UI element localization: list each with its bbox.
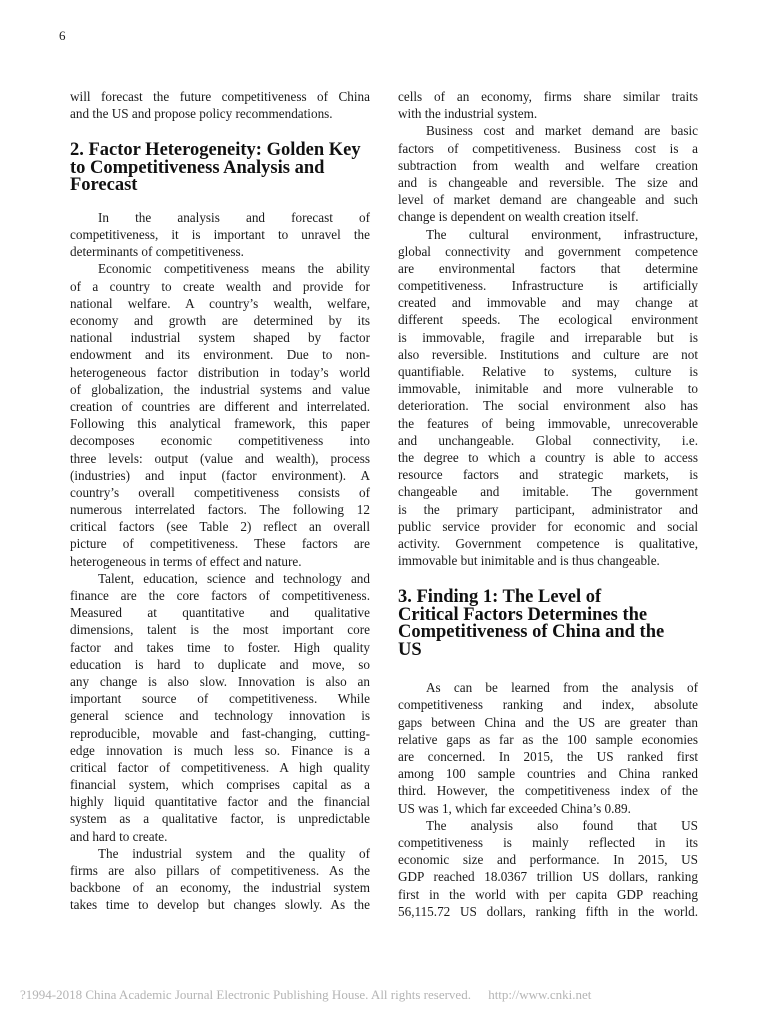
text-line: subtraction from wealth and welfare creation bbox=[398, 157, 698, 173]
text-line: determinants of competitiveness. bbox=[70, 244, 244, 260]
heading-line: 3. Finding 1: The Level of bbox=[398, 587, 602, 608]
paragraph bbox=[70, 570, 370, 845]
section-3-body bbox=[398, 679, 698, 920]
footer-link[interactable]: http://www.cnki.net bbox=[488, 987, 592, 1002]
text-line: The industrial system and the quality of bbox=[98, 845, 370, 861]
text-line: dimensions, talent is the most important core bbox=[70, 622, 370, 638]
paragraph bbox=[398, 122, 698, 225]
text-line: cells of an economy, firms share similar traits bbox=[398, 89, 698, 104]
text-line: competitiveness is mainly reflected in its bbox=[398, 834, 698, 850]
text-line: and is changeable and reversible. The size and bbox=[398, 174, 698, 190]
paragraph bbox=[70, 845, 370, 914]
text-line: heterogeneous in terms of effect and nature. bbox=[70, 553, 302, 569]
text-line: endowment and its environment. Due to non- bbox=[70, 347, 370, 363]
text-line: three levels: output (value and wealth), process bbox=[70, 450, 370, 466]
text-line: factor and takes time to foster. High quality bbox=[70, 639, 370, 655]
text-line: As can be learned from the analysis of bbox=[426, 680, 698, 696]
text-line: national industrial system shaped by factor bbox=[70, 330, 370, 346]
text-line: education is hard to duplicate and move, so bbox=[70, 656, 370, 672]
text-line: factors of competitiveness. Business cost is a bbox=[398, 140, 698, 156]
text-line: immovable but inimitable and is thus changeable. bbox=[398, 553, 660, 569]
text-line: and unchangeable. Global connectivity, i.e. bbox=[398, 432, 698, 448]
text-line: national welfare. A country’s wealth, welfare, bbox=[70, 295, 370, 311]
text-line: financial system, which comprises capital as a bbox=[70, 777, 370, 793]
text-line: change is dependent on wealth creation itself. bbox=[398, 209, 639, 225]
text-line: Economic competitiveness means the ability bbox=[98, 261, 370, 277]
text-line: The analysis also found that US bbox=[426, 817, 698, 833]
text-line: immovable, inimitable and more vulnerable to bbox=[398, 381, 698, 397]
text-line: created and immovable and may change at bbox=[398, 295, 698, 311]
text-line: finance are the core factors of competitiveness. bbox=[70, 588, 370, 603]
text-line: US was 1, which far exceeded China’s 0.89. bbox=[398, 800, 631, 816]
text-line: competitiveness. Infrastructure is artificially bbox=[398, 278, 698, 294]
right-column bbox=[398, 88, 698, 920]
text-line: quantifiable. Relative to systems, culture is bbox=[398, 364, 698, 379]
text-line: of a country to create wealth and provide for bbox=[70, 278, 370, 294]
text-line: gaps between China and the US are greater than bbox=[398, 714, 698, 730]
text-line: critical factors (see Table 2) reflect an overall bbox=[70, 519, 370, 535]
text-line: public service provider for economic and social bbox=[398, 518, 698, 534]
section-2-body-continued bbox=[398, 88, 698, 569]
heading-line: Competitiveness of China and the bbox=[398, 622, 665, 643]
text-line: important source of competitiveness. While bbox=[70, 691, 370, 707]
text-line: economic size and performance. In 2015, US bbox=[398, 852, 698, 868]
text-line: and hard to create. bbox=[70, 828, 168, 844]
text-line: the features of being immovable, unrecoverable bbox=[398, 415, 698, 431]
section-2-body bbox=[70, 209, 370, 914]
text-line: general science and technology innovation is bbox=[70, 708, 370, 724]
page-number: 6 bbox=[59, 28, 66, 43]
heading-line: Critical Factors Determines the bbox=[398, 604, 648, 625]
text-line: third. However, the competitiveness index of the bbox=[398, 783, 698, 799]
text-line: Following this analytical framework, this paper bbox=[70, 416, 370, 432]
text-line: and the US and propose policy recommendations. bbox=[70, 106, 333, 122]
text-line: In the analysis and forecast of bbox=[98, 209, 370, 225]
section-3-heading bbox=[398, 589, 698, 659]
paragraph bbox=[70, 209, 370, 261]
copyright-footer bbox=[20, 987, 591, 1003]
text-line: Measured at quantitative and qualitative bbox=[70, 605, 370, 621]
text-line: of globalization, the industrial systems and value bbox=[70, 381, 370, 397]
paragraph bbox=[398, 226, 698, 570]
text-line: GDP reached 18.0367 trillion US dollars, ranking bbox=[398, 869, 698, 885]
heading-line: Forecast bbox=[70, 175, 138, 196]
text-line: deterioration. The social environment also has bbox=[398, 398, 698, 414]
text-line: numerous interrelated factors. The following 12 bbox=[70, 502, 370, 518]
text-line: Business cost and market demand are basic bbox=[426, 123, 698, 139]
heading-line: US bbox=[398, 639, 422, 660]
text-line: are concerned. In 2015, the US ranked first bbox=[398, 749, 698, 764]
text-line: the degree to which a country is able to access bbox=[398, 449, 698, 465]
text-line: reproducible, movable and fast-changing, cutting- bbox=[70, 725, 370, 741]
intro-paragraph bbox=[70, 88, 370, 122]
text-line: competitiveness, it is important to unravel the bbox=[70, 227, 370, 243]
text-line: changeable and imitable. The government bbox=[398, 484, 698, 500]
text-line: different speeds. The ecological environment bbox=[398, 312, 698, 328]
text-line: resource factors and strategic markets, is bbox=[398, 467, 698, 483]
text-line: backbone of an economy, the industrial system bbox=[70, 880, 370, 896]
text-line: will forecast the future competitiveness of China bbox=[70, 89, 370, 104]
text-line: competitiveness ranking and index, absolute bbox=[398, 697, 698, 713]
text-line: among 100 sample countries and China ranked bbox=[398, 766, 698, 782]
text-line: any change is also slow. Innovation is also an bbox=[70, 673, 370, 689]
text-line: are environmental factors that determine bbox=[398, 260, 698, 276]
paragraph bbox=[398, 88, 698, 122]
paragraph bbox=[398, 817, 698, 920]
text-line: Talent, education, science and technology and bbox=[98, 570, 370, 586]
text-line: country’s overall competitiveness consists of bbox=[70, 484, 370, 500]
heading-line: 2. Factor Heterogeneity: Golden Key bbox=[70, 140, 361, 161]
text-line: creation of countries are different and interrelated. bbox=[70, 398, 370, 414]
copyright-text: ?1994-2018 China Academic Journal Electronic Publishing House. All rights reserved. bbox=[20, 987, 471, 1002]
text-line: critical factor of competitiveness. A high quality bbox=[70, 759, 370, 775]
text-line: with the industrial system. bbox=[398, 106, 538, 122]
text-line: decomposes economic competitiveness into bbox=[70, 433, 370, 449]
text-line: system as a qualitative factor, is unpredictable bbox=[70, 811, 370, 827]
text-line: 56,115.72 US dollars, ranking fifth in the world. bbox=[398, 903, 698, 919]
text-line: picture of competitiveness. These factors are bbox=[70, 536, 370, 552]
text-line: relative gaps as far as the 100 sample economies bbox=[398, 731, 698, 747]
text-line: global connectivity and government competence bbox=[398, 243, 698, 259]
text-line: is immovable, fragile and irreparable but is bbox=[398, 329, 698, 345]
text-line: The cultural environment, infrastructure, bbox=[426, 226, 698, 242]
text-line: firms are also pillars of competitiveness. As the bbox=[70, 863, 370, 878]
text-line: level of market demand are changeable and such bbox=[398, 192, 698, 208]
text-line: is the primary participant, administrator and bbox=[398, 501, 698, 517]
paragraph bbox=[70, 260, 370, 569]
text-line: (industries) and input (factor environment). A bbox=[70, 467, 370, 483]
text-line: takes time to develop but changes slowly. As the bbox=[70, 897, 370, 913]
text-line: economy and growth are determined by its bbox=[70, 313, 370, 328]
text-line: heterogeneous factor distribution in today’s world bbox=[70, 364, 370, 380]
paragraph bbox=[398, 679, 698, 817]
section-2-heading bbox=[70, 142, 370, 195]
text-line: first in the world with per capita GDP reaching bbox=[398, 886, 698, 902]
heading-line: to Competitiveness Analysis and bbox=[70, 157, 325, 178]
text-line: highly liquid quantitative factor and the financial bbox=[70, 794, 370, 810]
text-line: also reversible. Institutions and culture are not bbox=[398, 346, 698, 362]
text-line: edge innovation is much less so. Finance is a bbox=[70, 742, 370, 758]
left-column bbox=[70, 88, 370, 914]
text-line: activity. Government competence is qualitative, bbox=[398, 535, 698, 551]
